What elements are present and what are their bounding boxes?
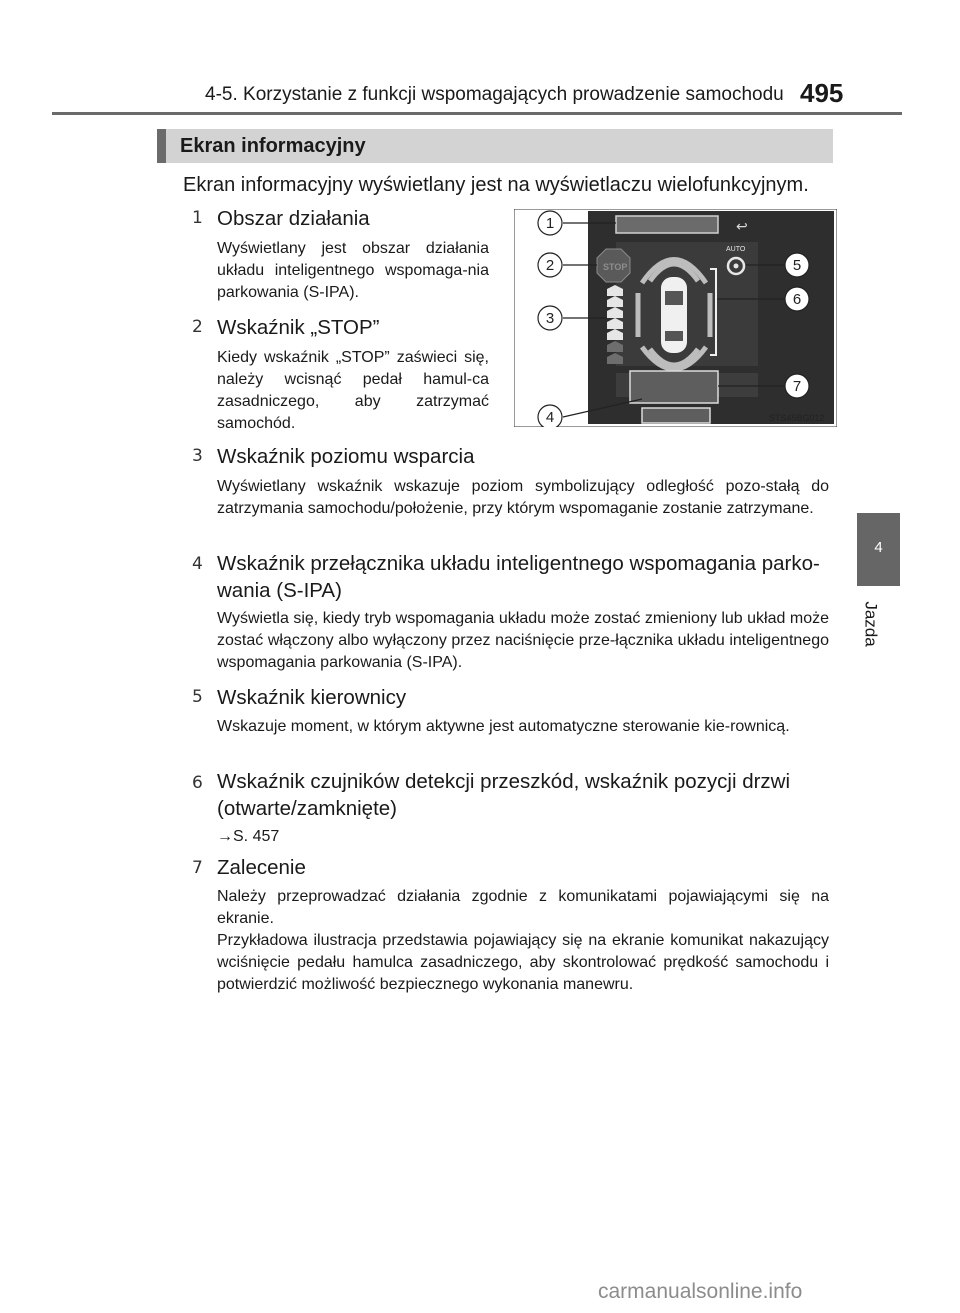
item-3-number: 3 — [192, 446, 203, 466]
item-1-number: 1 — [192, 208, 203, 228]
item-6-title: Wskaźnik czujników detekcji przeszkód, wskaźnik pozycji drzwi (otwarte/zamknięte) — [217, 770, 791, 820]
item-3-title: Wskaźnik poziomu wsparcia — [217, 445, 475, 468]
section-title: Ekran informacyjny — [180, 135, 366, 157]
item-4-number: 4 — [192, 554, 203, 574]
item-4-body: Wyświetla się, kiedy tryb wspomagania układu może zostać zmieniony lub układ może zostać włączony albo wyłączony przez naciśnięcie prze-łącznika układu inteligentnego wspomagania parkowania (S-IPA). — [217, 610, 829, 671]
item-4-title: Wskaźnik przełącznika układu inteligentnego wspomagania parko-wania (S-IPA) — [217, 552, 820, 602]
item-3-body: Wyświetlany wskaźnik wskazuje poziom symbolizujący odległość pozo-stałą do zatrzymania samochodu/położenie, przy którym wspomaganie zostanie zatrzymane. — [217, 478, 829, 517]
svg-text:2: 2 — [545, 257, 555, 274]
item-7-title: Zalecenie — [217, 856, 306, 879]
figure-code: STS45BG012 — [769, 413, 825, 423]
auto-label: AUTO — [726, 246, 746, 253]
page-number: 495 — [800, 78, 844, 108]
watermark: carmanualsonline.info — [598, 1280, 803, 1303]
item-7-number: 7 — [192, 858, 203, 878]
chapter-tab[interactable]: 4 — [857, 513, 900, 586]
item-6-number: 6 — [192, 773, 203, 793]
operation-area-box — [616, 216, 718, 233]
item-5-body: Wskazuje moment, w którym aktywne jest automatyczne sterowanie kie-rownicą. — [217, 718, 790, 735]
item-5-title: Wskaźnik kierownicy — [217, 686, 407, 709]
svg-text:7: 7 — [792, 378, 802, 395]
svg-text:6: 6 — [792, 291, 802, 308]
car-icon — [661, 277, 687, 353]
info-screen-figure — [514, 209, 837, 427]
recommendation-box — [630, 371, 718, 403]
item-2-number: 2 — [192, 317, 203, 337]
item-2-body: Kiedy wskaźnik „STOP” zaświeci się, należy wcisnąć pedał hamul-ca zasadniczego, aby zatrzymać samochód. — [217, 349, 489, 432]
svg-text:5: 5 — [792, 257, 802, 274]
return-icon: ↩ — [736, 219, 748, 235]
chapter-title: 4-5. Korzystanie z funkcji wspomagających prowadzenie samochodu — [205, 84, 784, 105]
item-5-number: 5 — [192, 687, 203, 707]
chapter-label — [851, 592, 911, 662]
header-rule — [52, 112, 902, 115]
chapter-label-text: Jazda — [861, 601, 881, 647]
item-2-title: Wskaźnik „STOP” — [217, 316, 380, 339]
item-1-body: Wyświetlany jest obszar działania układu inteligentnego wspomaga-nia parkowania (S-IPA). — [217, 240, 489, 301]
item-6-body[interactable] — [217, 826, 829, 848]
item-7-body: Należy przeprowadzać działania zgodnie z komunikatami pojawiającymi się na ekranie. Przykładowa ilustracja przedstawia pojawiający się na ekranie komunikat nakazujący wciśnięcie pedału hamulca zasadniczego, aby skontrolować prędkość samochodu i potwierdzić możliwość bezpiecznego wykonania manewru. — [217, 888, 829, 993]
section-intro: Ekran informacyjny wyświetlany jest na wyświetlaczu wielofunkcyjnym. — [183, 174, 809, 196]
page-reference-link: →S. 457 — [217, 828, 280, 845]
stop-indicator-label: STOP — [603, 262, 628, 272]
svg-text:1: 1 — [545, 215, 555, 232]
section-heading — [157, 129, 833, 163]
s-ipa-switch-indicator — [642, 408, 710, 423]
svg-text:3: 3 — [545, 310, 555, 327]
item-1-title: Obszar działania — [217, 207, 370, 230]
svg-text:4: 4 — [545, 409, 555, 426]
